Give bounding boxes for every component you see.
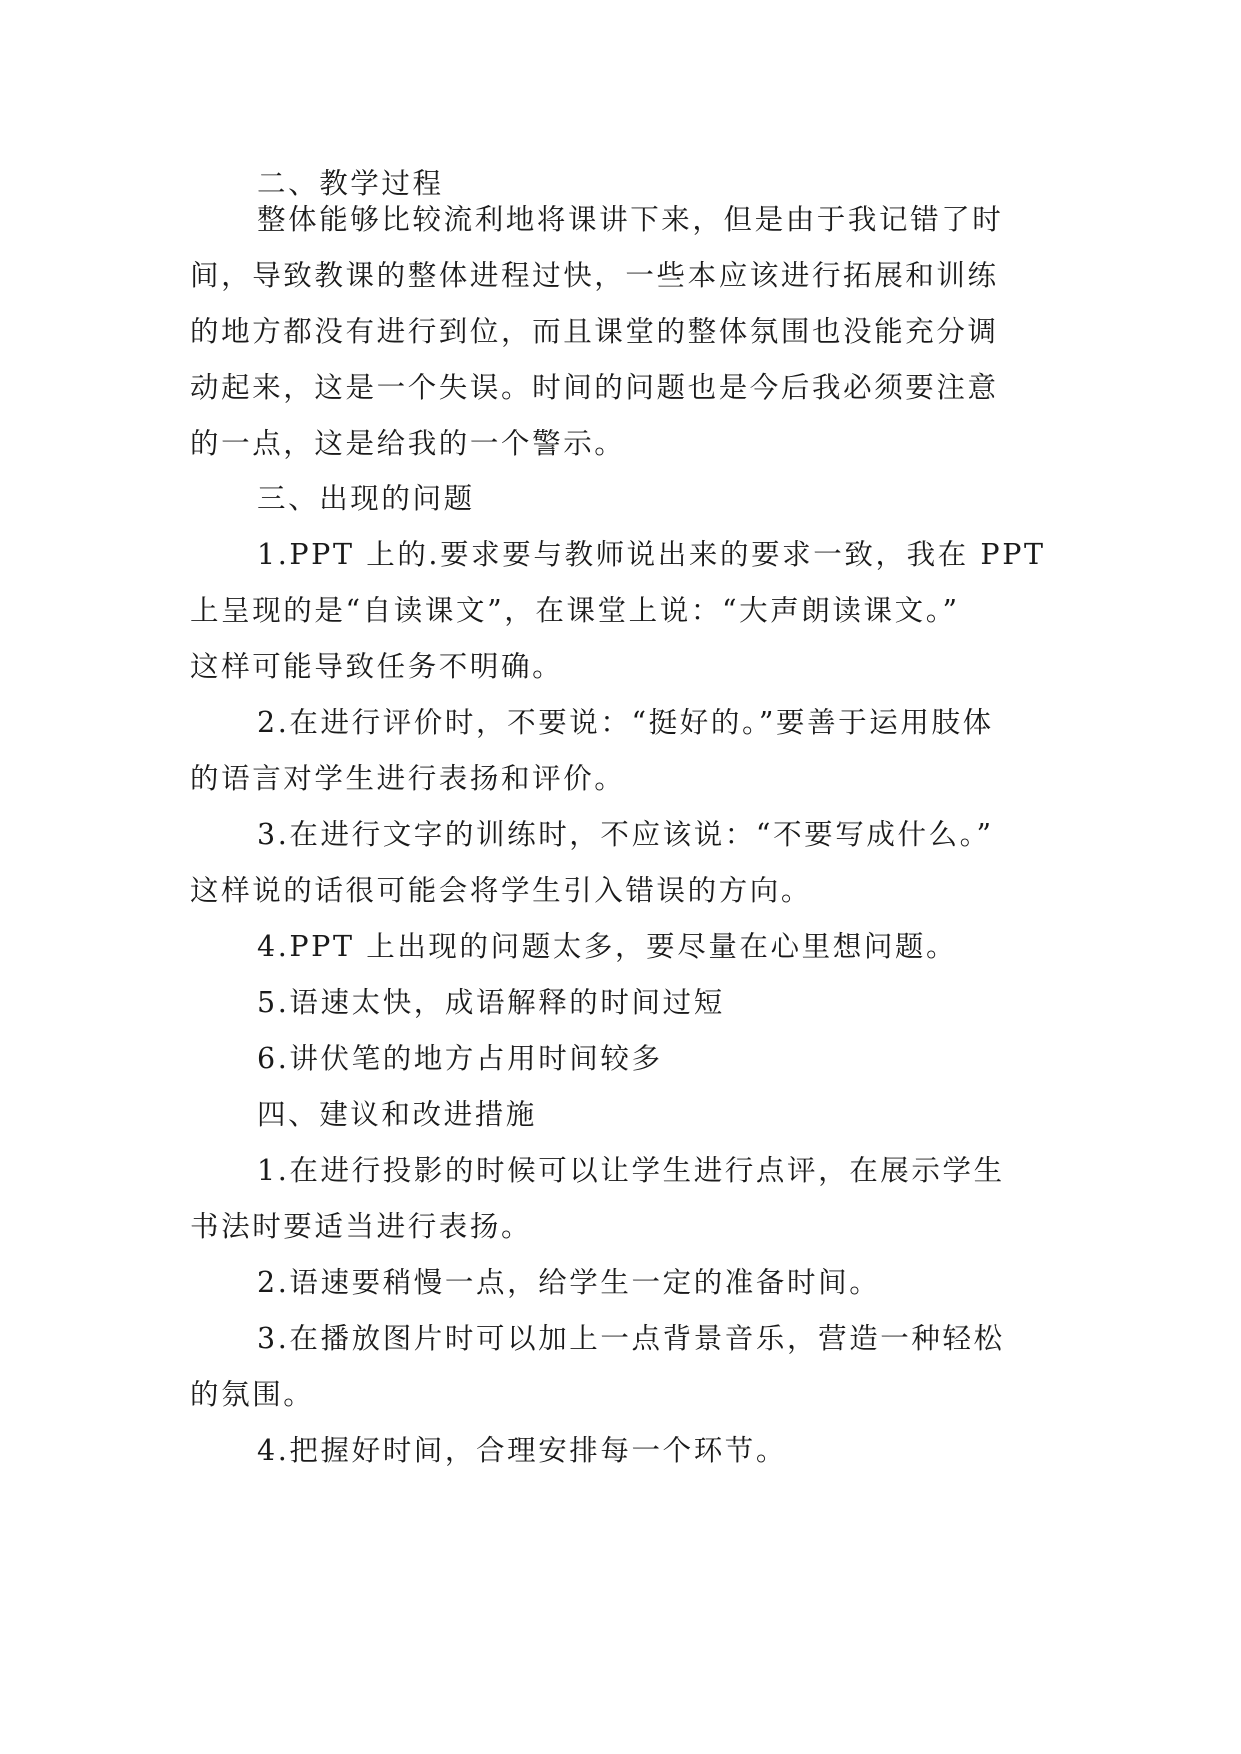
paragraph-line: 间，导致教课的整体进程过快，一些本应该进行拓展和训练	[190, 259, 999, 292]
paragraph-line: 动起来，这是一个失误。时间的问题也是今后我必须要注意	[190, 371, 999, 404]
list-item-continuation: 上呈现的是“自读课文”，在课堂上说：“大声朗读课文。”	[190, 594, 960, 627]
list-item: 4.把握好时间，合理安排每一个环节。	[257, 1434, 787, 1467]
list-item-continuation: 书法时要适当进行表扬。	[190, 1210, 533, 1243]
list-item-continuation: 的语言对学生进行表扬和评价。	[190, 762, 626, 795]
heading-suggestions: 四、建议和改进措施	[257, 1098, 537, 1131]
heading-teaching-process: 二、教学过程	[257, 167, 444, 200]
list-item: 1.PPT 上的.要求要与教师说出来的要求一致，我在 PPT	[257, 538, 1046, 571]
list-item-continuation: 这样说的话很可能会将学生引入错误的方向。	[190, 874, 813, 907]
list-item: 2.在进行评价时，不要说：“挺好的。”要善于运用肢体	[257, 706, 994, 739]
list-item: 6.讲伏笔的地方占用时间较多	[257, 1042, 663, 1075]
paragraph-line: 整体能够比较流利地将课讲下来，但是由于我记错了时	[257, 203, 1004, 236]
list-item: 3.在播放图片时可以加上一点背景音乐，营造一种轻松	[257, 1322, 1005, 1355]
paragraph-line: 的一点，这是给我的一个警示。	[190, 427, 626, 460]
list-item: 3.在进行文字的训练时，不应该说：“不要写成什么。”	[257, 818, 994, 851]
list-item: 4.PPT 上出现的问题太多，要尽量在心里想问题。	[257, 930, 958, 963]
list-item-continuation: 这样可能导致任务不明确。	[190, 650, 564, 683]
list-item: 2.语速要稍慢一点，给学生一定的准备时间。	[257, 1266, 881, 1299]
heading-problems: 三、出现的问题	[257, 482, 475, 515]
list-item: 1.在进行投影的时候可以让学生进行点评，在展示学生	[257, 1154, 1005, 1187]
list-item: 5.语速太快，成语解释的时间过短	[257, 986, 725, 1019]
paragraph-line: 的地方都没有进行到位，而且课堂的整体氛围也没能充分调	[190, 315, 999, 348]
list-item-continuation: 的氛围。	[190, 1378, 315, 1411]
